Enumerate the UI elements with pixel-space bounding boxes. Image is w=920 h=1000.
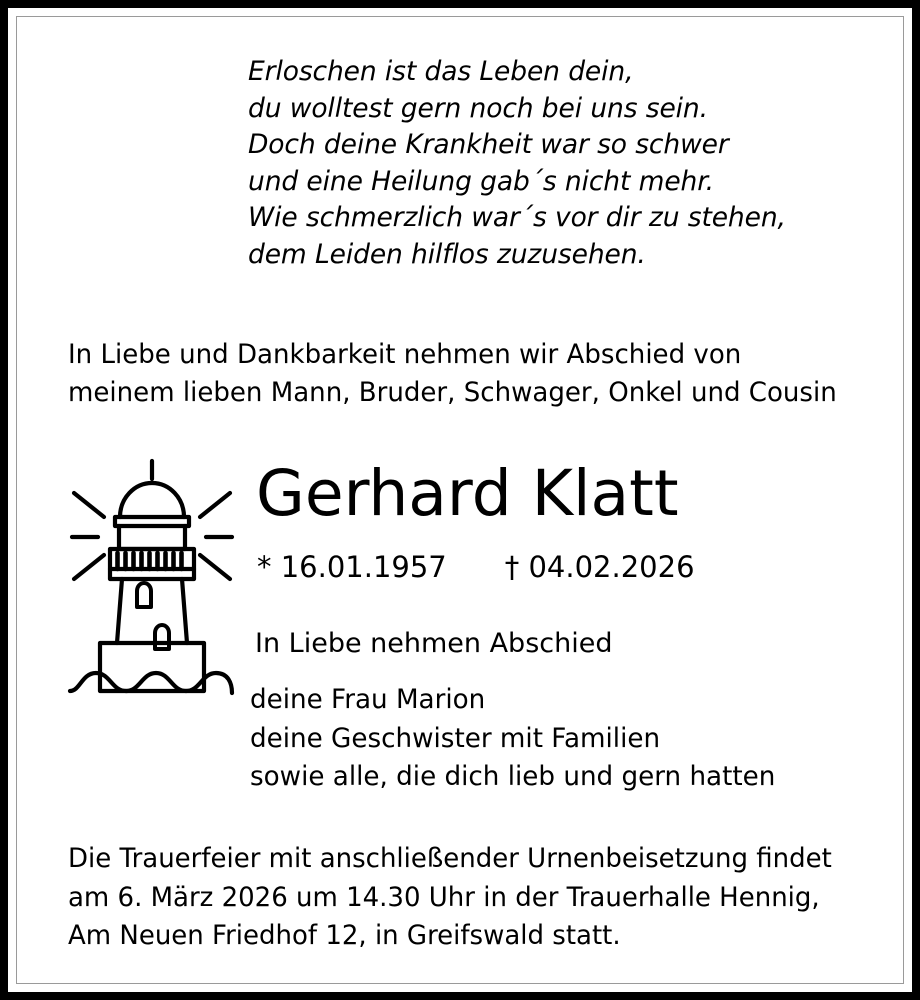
intro-line: meinem lieben Mann, Bruder, Schwager, Onkel und Cousin [68, 377, 837, 408]
notice-content [8, 8, 912, 992]
memorial-poem [248, 54, 786, 274]
poem-line: Wie schmerzlich war´s vor dir zu stehen, [248, 202, 786, 234]
poem-line: dem Leiden hilflos zuzusehen. [248, 238, 646, 270]
service-line: Die Trauerfeier mit anschließender Urnenbeisetzung findet [68, 843, 832, 874]
service-line: Am Neuen Friedhof 12, in Greifswald statt. [68, 920, 621, 951]
service-line: am 6. März 2026 um 14.30 Uhr in der Trauerhalle Hennig, [68, 881, 820, 913]
mourners-list [250, 681, 775, 797]
mourner-line: sowie alle, die dich lieb und gern hatten [250, 761, 776, 792]
deceased-name: Gerhard Klatt [256, 457, 679, 530]
poem-line: Doch deine Krankheit war so schwer [248, 129, 729, 161]
lighthouse-icon [66, 455, 238, 703]
death-date: † 04.02.2026 [504, 550, 695, 584]
life-dates [257, 548, 695, 586]
mourner-line: deine Frau Marion [250, 684, 486, 715]
poem-line: Erloschen ist das Leben dein, [248, 56, 634, 87]
poem-line: und eine Heilung gab´s nicht mehr. [248, 165, 714, 197]
service-information [68, 840, 832, 956]
mourner-line: deine Geschwister mit Familien [250, 722, 661, 754]
intro-line: In Liebe und Dankbarkeit nehmen wir Abschied von [68, 339, 742, 370]
birth-date: * 16.01.1957 [257, 550, 447, 584]
poem-line: du wolltest gern noch bei uns sein. [248, 92, 708, 124]
farewell-lead: In Liebe nehmen Abschied [255, 628, 613, 659]
intro-paragraph [68, 336, 837, 412]
